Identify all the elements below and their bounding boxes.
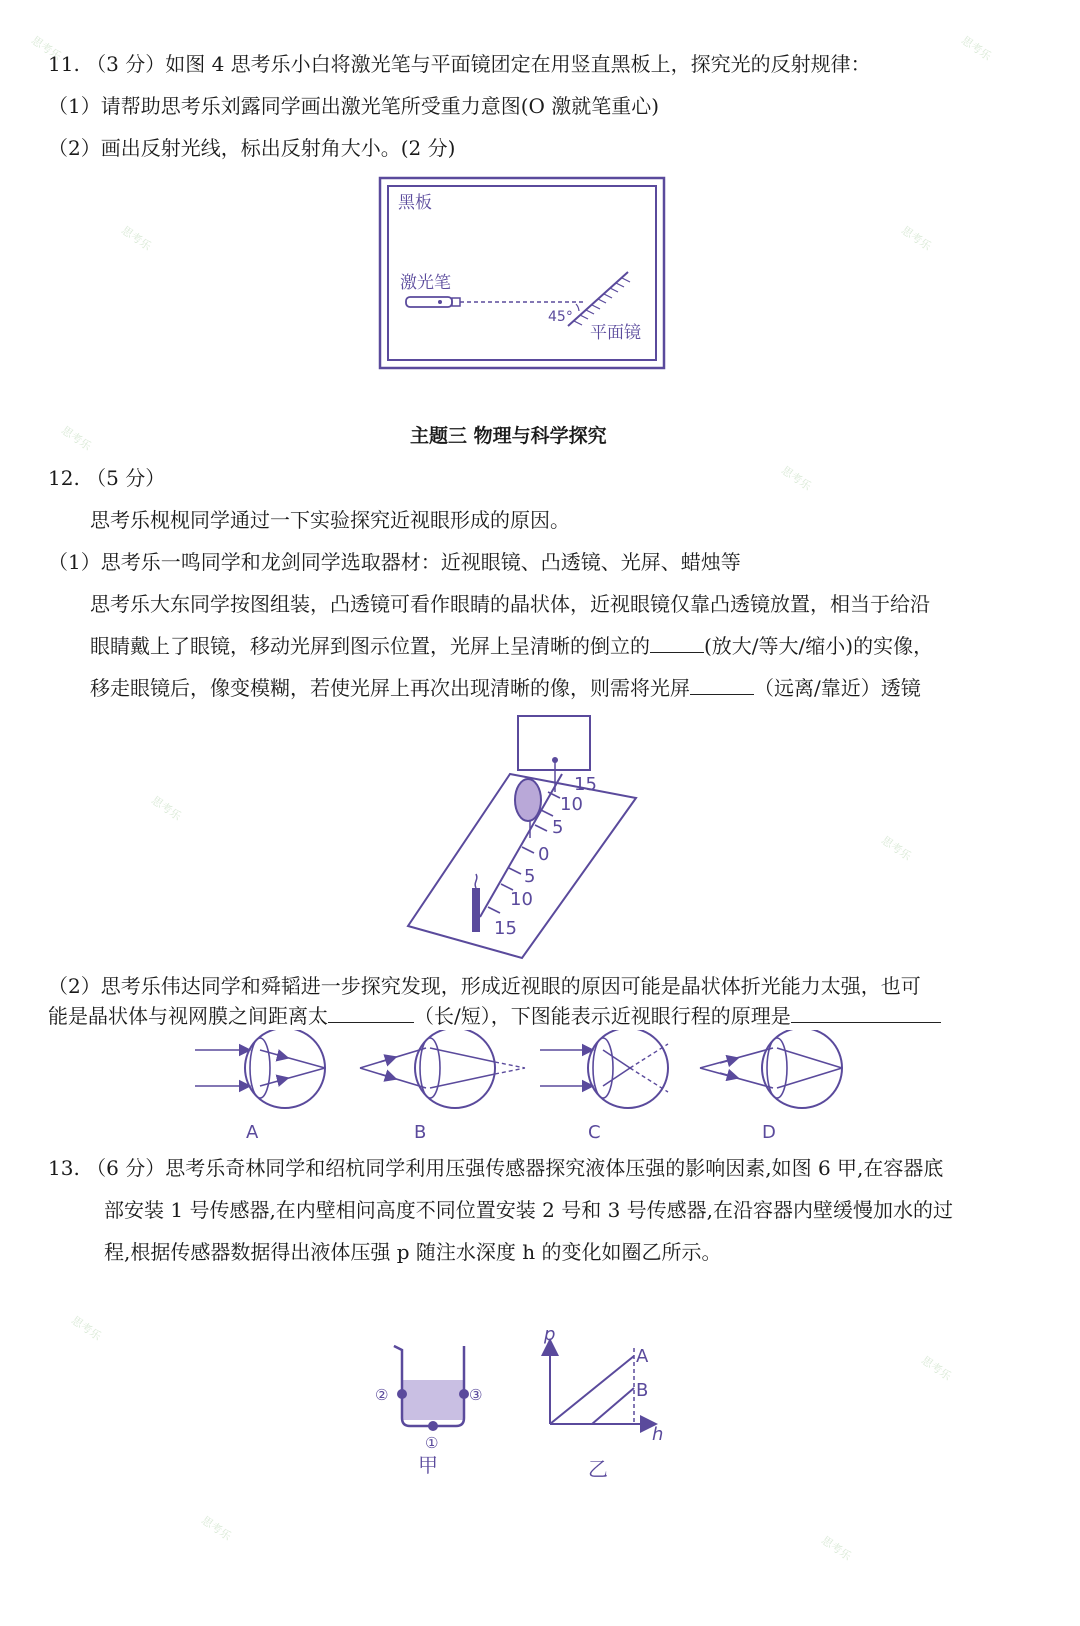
- scale-label: 15: [494, 918, 517, 939]
- laser-pen-center: [438, 300, 442, 304]
- figure-yi-label: 乙: [588, 1457, 608, 1481]
- q12-number: 12. （5 分）: [48, 466, 166, 490]
- eye-label-a: A: [246, 1122, 259, 1143]
- sensor-3: [459, 1389, 469, 1399]
- q13-line2: 部安装 1 号传感器,在内壁相问高度不同位置安装 2 号和 3 号传感器,在沿容器内壁缓慢加水的过: [104, 1198, 954, 1222]
- mirror-label: 平面镜: [590, 323, 641, 343]
- sensor-2-label: ②: [375, 1386, 389, 1404]
- eye-diagram-a: [195, 1030, 325, 1143]
- q12-intro: 思考乐枧枧同学通过一下实验探究近视眼形成的原因。: [90, 508, 570, 532]
- line-a: [550, 1356, 634, 1424]
- line-b-label: B: [636, 1380, 649, 1401]
- answer-blank-eye-diagram[interactable]: [791, 1002, 941, 1023]
- sensor-1: [428, 1421, 438, 1431]
- candle: [472, 888, 480, 932]
- convex-lens: [515, 779, 541, 821]
- laser-pen-tip: [452, 298, 460, 306]
- q13-line3: 程,根据传感器数据得出液体压强 p 随注水深度 h 的变化如圈乙所示。: [104, 1240, 722, 1264]
- angle-arc: [576, 304, 579, 311]
- q12-text: （长/短），下图能表示近视眼行程的原理是: [414, 1004, 791, 1028]
- eye-diagram-b: [360, 1030, 525, 1143]
- line-b: [592, 1388, 634, 1424]
- eye-label-b: B: [414, 1122, 427, 1143]
- q12-text: 能是晶状体与视网膜之间距离太: [48, 1004, 328, 1028]
- watermark: 思考乐: [878, 833, 914, 864]
- sensor-1-label: ①: [425, 1434, 439, 1452]
- blackboard-figure: [378, 176, 668, 372]
- answer-blank-image-size[interactable]: [650, 632, 704, 653]
- container-figure-jia: [368, 1336, 488, 1486]
- sensor-3-label: ③: [469, 1386, 483, 1404]
- pressure-graph-yi: [528, 1320, 678, 1490]
- eye-diagram-c: [540, 1030, 668, 1143]
- watermark: 思考乐: [58, 423, 94, 454]
- q12-part1: （1）思考乐一鸣同学和龙剑同学选取器材：近视眼镜、凸透镜、光屏、蜡烛等: [48, 550, 741, 574]
- water: [403, 1380, 463, 1420]
- optical-bench-figure: [400, 712, 650, 962]
- q12-part2-line2: [48, 1002, 941, 1030]
- container-spout: [394, 1346, 402, 1350]
- scale-label: 5: [552, 817, 564, 838]
- scale-label: 10: [560, 794, 583, 815]
- q11-stem: 11. （3 分）如图 4 思考乐小白将激光笔与平面镜团定在用竖直黑板上，探究光的反射规律：: [48, 52, 871, 76]
- y-axis-label: p: [544, 1324, 556, 1345]
- candle-flame: [475, 874, 477, 888]
- eye-label-c: C: [588, 1122, 601, 1143]
- screen-pivot: [552, 757, 558, 763]
- q12-part1-line4: [90, 674, 921, 702]
- q13-line1: 13. （6 分）思考乐奇林同学和绍杭同学利用压强传感器探究液体压强的影响因素,如图 6 甲,在容器底: [48, 1156, 944, 1180]
- q12-part1-line3: [90, 632, 933, 660]
- q12-part2-line1: （2）思考乐伟达同学和舜韬进一步探究发现，形成近视眼的原因可能是晶状体折光能力太强，也可: [48, 974, 921, 998]
- watermark: 思考乐: [118, 223, 154, 254]
- watermark: 思考乐: [898, 223, 934, 254]
- q12-text: (放大/等大/缩小)的实像，: [704, 634, 934, 658]
- q12-text: 移走眼镜后，像变模糊，若使光屏上再次出现清晰的像，则需将光屏: [90, 676, 690, 700]
- answer-blank-screen-move[interactable]: [690, 674, 754, 695]
- q12-text: （远离/靠近）透镜: [754, 676, 921, 700]
- scale-labels: [494, 774, 597, 939]
- watermark: 思考乐: [918, 1353, 954, 1384]
- q11-part1: （1）请帮助思考乐刘露同学画出激光笔所受重力意图(O 激就笔重心): [48, 94, 660, 118]
- eye-diagrams: [190, 1030, 870, 1146]
- sensor-2: [397, 1389, 407, 1399]
- watermark: 思考乐: [68, 1313, 104, 1344]
- scale-label: 15: [574, 774, 597, 795]
- q11-part2: （2）画出反射光线，标出反射角大小。(2 分): [48, 136, 456, 160]
- scale-label: 5: [524, 866, 536, 887]
- scale-label: 10: [510, 889, 533, 910]
- laser-pen-label: 激光笔: [400, 273, 451, 293]
- eye-diagram-d: [700, 1030, 842, 1143]
- x-axis-label: h: [652, 1424, 664, 1445]
- angle-label: 45°: [548, 309, 573, 325]
- laser-pen-body: [406, 297, 452, 307]
- q12-part1-line2: 思考乐大东同学按图组装，凸透镜可看作眼睛的晶状体，近视眼镜仅靠凸透镜放置，相当于给沿: [90, 592, 930, 616]
- eye-label-d: D: [762, 1122, 776, 1143]
- blackboard-label: 黑板: [398, 193, 432, 213]
- answer-blank-distance[interactable]: [328, 1002, 414, 1023]
- watermark: 思考乐: [148, 793, 184, 824]
- watermark: 思考乐: [28, 33, 64, 64]
- watermark: 思考乐: [958, 33, 994, 64]
- watermark: 思考乐: [198, 1513, 234, 1544]
- watermark: 思考乐: [818, 1533, 854, 1564]
- scale-label: 0: [538, 844, 550, 865]
- figure-jia-label: 甲: [418, 1453, 438, 1477]
- section-title: 主题三 物理与科学探究: [410, 425, 607, 447]
- q12-text: 眼睛戴上了眼镜，移动光屏到图示位置，光屏上呈清晰的倒立的: [90, 634, 650, 658]
- line-a-label: A: [636, 1346, 649, 1367]
- watermark: 思考乐: [778, 463, 814, 494]
